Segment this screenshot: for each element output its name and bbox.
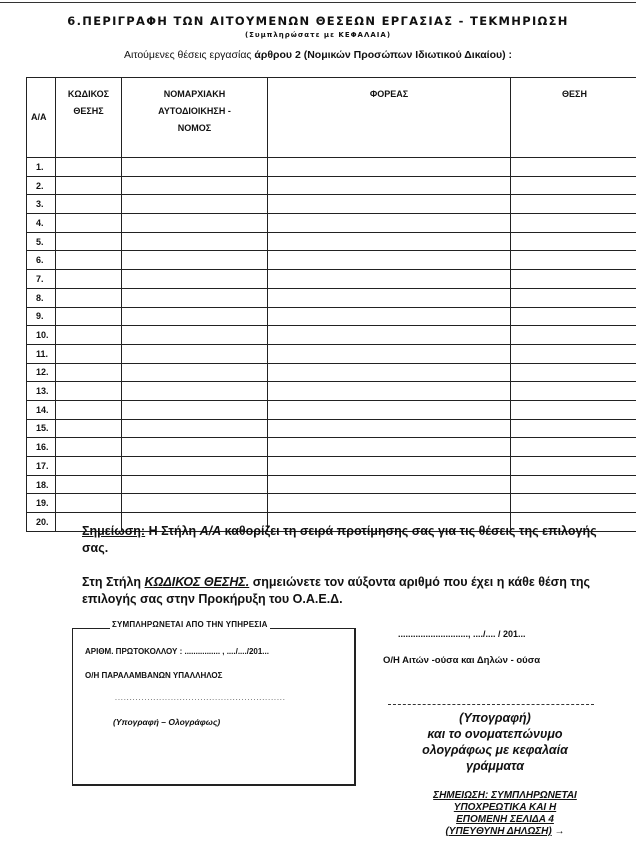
- arrow-right-icon: →: [554, 826, 565, 837]
- position-cell[interactable]: [511, 438, 636, 457]
- body-cell[interactable]: [268, 419, 511, 438]
- region-cell[interactable]: [122, 344, 268, 363]
- header-aa: Α/Α: [27, 78, 56, 158]
- position-cell[interactable]: [511, 158, 636, 177]
- position-cell[interactable]: [511, 288, 636, 307]
- code-cell[interactable]: [56, 326, 122, 345]
- region-cell[interactable]: [122, 363, 268, 382]
- region-cell[interactable]: [122, 307, 268, 326]
- region-cell[interactable]: [122, 214, 268, 233]
- note-label: Σημείωση:: [82, 524, 146, 538]
- row-number: 10.: [27, 326, 56, 345]
- row-number: 5.: [27, 232, 56, 251]
- table-row: [27, 475, 636, 494]
- top-border-line: [0, 2, 636, 3]
- row-number: 15.: [27, 419, 56, 438]
- applicant-signature-line[interactable]: [388, 704, 594, 705]
- table-row: [27, 176, 636, 195]
- row-number: 19.: [27, 494, 56, 513]
- code-cell[interactable]: [56, 363, 122, 382]
- position-cell[interactable]: [511, 457, 636, 476]
- table-row: [27, 400, 636, 419]
- code-label: ΚΩΔΙΚΟΣ ΘΕΣΗΣ.: [144, 575, 250, 589]
- position-cell[interactable]: [511, 494, 636, 513]
- positions-table: [26, 77, 636, 532]
- body-cell[interactable]: [268, 195, 511, 214]
- final-note-line2: ΥΠΟΧΡΕΩΤΙΚΑ ΚΑΙ Η: [453, 802, 557, 813]
- header-region-line3: ΝΟΜΟΣ: [177, 123, 212, 133]
- header-position: ΘΕΣΗ: [511, 78, 636, 158]
- protocol-number-field[interactable]: ΑΡΙΘΜ. ΠΡΩΤΟΚΟΛΛΟΥ : ................ , ..../..../201...: [85, 647, 269, 656]
- region-cell[interactable]: [122, 438, 268, 457]
- row-number: 9.: [27, 307, 56, 326]
- code-cell[interactable]: [56, 214, 122, 233]
- body-cell[interactable]: [268, 344, 511, 363]
- intro-line: [0, 49, 636, 61]
- header-position-code: [56, 78, 122, 158]
- row-number: 20.: [27, 513, 56, 532]
- body-cell[interactable]: [268, 158, 511, 177]
- body-cell[interactable]: [268, 457, 511, 476]
- code-cell[interactable]: [56, 400, 122, 419]
- table-row: [27, 307, 636, 326]
- position-cell[interactable]: [511, 307, 636, 326]
- page-title: 6.ΠΕΡΙΓΡΑΦΗ ΤΩΝ ΑΙΤΟΥΜΕΝΩΝ ΘΕΣΕΩΝ ΕΡΓΑΣΙΑΣ - ΤΕΚΜΗΡΙΩΣΗ: [67, 14, 569, 28]
- code-cell[interactable]: [56, 438, 122, 457]
- header-code-line1: ΚΩΔΙΚΟΣ: [67, 89, 110, 99]
- row-number: 7.: [27, 270, 56, 289]
- service-box: [72, 628, 356, 786]
- region-cell[interactable]: [122, 326, 268, 345]
- table-row: [27, 344, 636, 363]
- region-cell[interactable]: [122, 400, 268, 419]
- code-cell[interactable]: [56, 158, 122, 177]
- final-note-line1: ΣΗΜΕΙΩΣΗ: ΣΥΜΠΛΗΡΩΝΕΤΑΙ: [433, 790, 577, 801]
- position-cell[interactable]: [511, 176, 636, 195]
- position-cell[interactable]: [511, 270, 636, 289]
- body-cell[interactable]: [268, 251, 511, 270]
- note-position-code: [82, 574, 622, 608]
- row-number: 12.: [27, 363, 56, 382]
- final-note-line4: (ΥΠΕΥΘΥΝΗ ΔΗΛΩΣΗ): [445, 826, 552, 837]
- table-row: [27, 419, 636, 438]
- code-cell[interactable]: [56, 195, 122, 214]
- header-region: [122, 78, 268, 158]
- code-text-a: Στη Στήλη: [82, 575, 145, 589]
- table-row: [27, 251, 636, 270]
- code-cell[interactable]: [56, 232, 122, 251]
- table-row: [27, 158, 636, 177]
- employee-signature-line[interactable]: ..........................................................: [115, 695, 286, 702]
- code-text-b: σημειώνετε τον αύξοντα αριθμό που έχει η κάθε θέση της επιλογής σας στην Προκήρυξη του Ο.Α.Ε.Δ.: [82, 575, 591, 606]
- row-number: 11.: [27, 344, 56, 363]
- row-number: 13.: [27, 382, 56, 401]
- position-cell[interactable]: [511, 251, 636, 270]
- position-cell[interactable]: [511, 326, 636, 345]
- region-cell[interactable]: [122, 232, 268, 251]
- header-code-line2: ΘΕΣΗΣ: [73, 106, 104, 116]
- position-cell[interactable]: [511, 363, 636, 382]
- header-region-line2: ΑΥΤΟΔΙΟΙΚΗΣΗ -: [158, 106, 231, 116]
- body-cell[interactable]: [268, 232, 511, 251]
- body-cell[interactable]: [268, 475, 511, 494]
- table-row: [27, 232, 636, 251]
- row-number: 18.: [27, 475, 56, 494]
- declarant-label: Ο/Η Αιτών -ούσα και Δηλών - ούσα: [383, 655, 541, 666]
- note-text-b: καθορίζει τη σειρά προτίμησης σας για τις θέσεις της επιλογής σας.: [82, 524, 597, 555]
- header-body: ΦΟΡΕΑΣ: [268, 78, 511, 158]
- row-number: 4.: [27, 214, 56, 233]
- code-cell[interactable]: [56, 457, 122, 476]
- position-cell[interactable]: [511, 232, 636, 251]
- position-cell[interactable]: [511, 382, 636, 401]
- body-cell[interactable]: [268, 400, 511, 419]
- table-row: [27, 363, 636, 382]
- region-cell[interactable]: [122, 494, 268, 513]
- note-text-a: Η Στήλη: [145, 524, 200, 538]
- sign-line-3: ολογράφως με κεφαλαία: [422, 743, 568, 757]
- code-cell[interactable]: [56, 344, 122, 363]
- code-cell[interactable]: [56, 176, 122, 195]
- body-cell[interactable]: [268, 214, 511, 233]
- code-cell[interactable]: [56, 307, 122, 326]
- position-cell[interactable]: [511, 419, 636, 438]
- body-cell[interactable]: [268, 382, 511, 401]
- region-cell[interactable]: [122, 270, 268, 289]
- region-cell[interactable]: [122, 419, 268, 438]
- note-priority: [82, 523, 622, 557]
- region-cell[interactable]: [122, 457, 268, 476]
- applicant-signature-caption: [390, 710, 600, 774]
- sign-line-1: (Υπογραφή): [459, 711, 531, 725]
- row-number: 14.: [27, 400, 56, 419]
- sign-line-2: και το ονοματεπώνυμο: [427, 727, 563, 741]
- table-row: [27, 382, 636, 401]
- service-box-caption: ΣΥΜΠΛΗΡΩΝΕΤΑΙ ΑΠΟ ΤΗΝ ΥΠΗΡΕΣΙΑ: [112, 620, 268, 629]
- table-row: [27, 438, 636, 457]
- row-number: 2.: [27, 176, 56, 195]
- page-subtitle: (Συμπληρώσατε με ΚΕΦΑΛΑΙΑ): [244, 31, 392, 39]
- code-cell[interactable]: [56, 475, 122, 494]
- region-cell[interactable]: [122, 475, 268, 494]
- position-cell[interactable]: [511, 400, 636, 419]
- code-cell[interactable]: [56, 382, 122, 401]
- row-number: 16.: [27, 438, 56, 457]
- table-row: [27, 457, 636, 476]
- body-cell[interactable]: [268, 307, 511, 326]
- note-aa: Α/Α: [199, 524, 222, 538]
- row-number: 1.: [27, 158, 56, 177]
- code-cell[interactable]: [56, 251, 122, 270]
- code-cell[interactable]: [56, 270, 122, 289]
- row-number: 17.: [27, 457, 56, 476]
- employee-signature-caption: (Υπογραφή – Ολογράφως): [113, 717, 221, 727]
- date-field[interactable]: ............................, ..../.... / 201...: [398, 629, 526, 639]
- body-cell[interactable]: [268, 363, 511, 382]
- region-cell[interactable]: [122, 251, 268, 270]
- intro-plain: Αιτούμενες θέσεις εργασίας: [123, 49, 255, 61]
- region-cell[interactable]: [122, 382, 268, 401]
- body-cell[interactable]: [268, 438, 511, 457]
- region-cell[interactable]: [122, 158, 268, 177]
- header-region-line1: ΝΟΜΑΡΧΙΑΚΗ: [163, 89, 226, 99]
- table-row: [27, 214, 636, 233]
- region-cell[interactable]: [122, 176, 268, 195]
- code-cell[interactable]: [56, 494, 122, 513]
- final-note-line3: ΕΠΟΜΕΝΗ ΣΕΛΙΔΑ 4: [456, 814, 554, 825]
- region-cell[interactable]: [122, 288, 268, 307]
- position-cell[interactable]: [511, 344, 636, 363]
- sign-line-4: γράμματα: [466, 759, 524, 773]
- row-number: 6.: [27, 251, 56, 270]
- region-cell[interactable]: [122, 195, 268, 214]
- body-cell[interactable]: [268, 270, 511, 289]
- table-row: [27, 288, 636, 307]
- body-cell[interactable]: [268, 288, 511, 307]
- position-cell[interactable]: [511, 475, 636, 494]
- row-number: 3.: [27, 195, 56, 214]
- intro-bold: άρθρου 2 (Νομικών Προσώπων Ιδιωτικού Δικαίου) :: [254, 49, 513, 61]
- body-cell[interactable]: [268, 494, 511, 513]
- position-cell[interactable]: [511, 195, 636, 214]
- code-cell[interactable]: [56, 288, 122, 307]
- code-cell[interactable]: [56, 419, 122, 438]
- table-row: [27, 270, 636, 289]
- receiving-employee-label: Ο/Η ΠΑΡΑΛΑΜΒΑΝΩΝ ΥΠΑΛΛΗΛΟΣ: [85, 671, 223, 680]
- body-cell[interactable]: [268, 326, 511, 345]
- body-cell[interactable]: [268, 176, 511, 195]
- table-row: [27, 494, 636, 513]
- row-number: 8.: [27, 288, 56, 307]
- final-note: [400, 790, 610, 838]
- table-row: [27, 195, 636, 214]
- table-row: [27, 326, 636, 345]
- table-header-row: [27, 78, 636, 158]
- position-cell[interactable]: [511, 214, 636, 233]
